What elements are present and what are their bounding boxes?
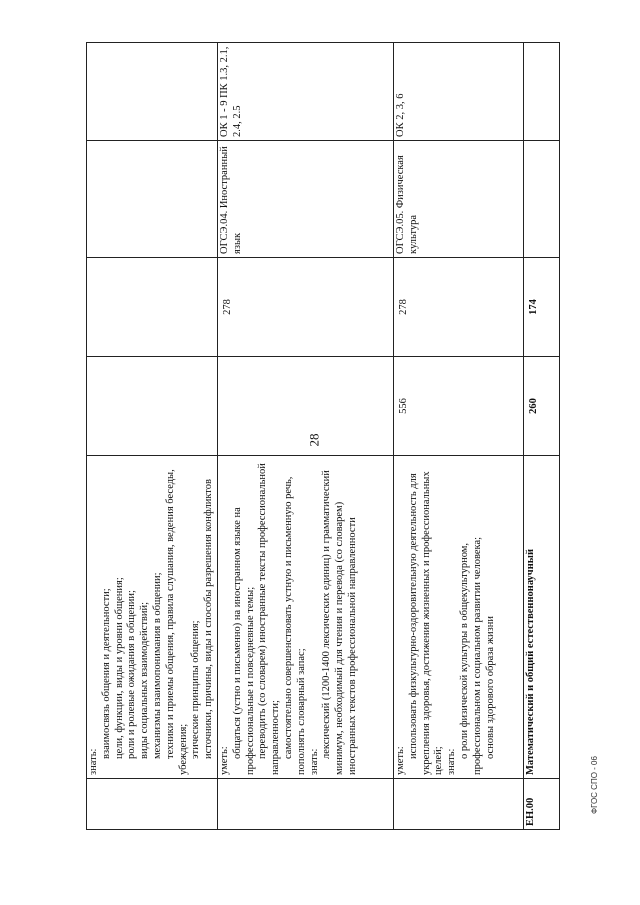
content-line: роли и ролевые ожидания в общении;	[126, 590, 138, 759]
footer-code: ФГОС СПО - 06	[590, 756, 599, 814]
content-line: взаимосвязь общения и деятельности;	[100, 588, 112, 759]
curriculum-table	[86, 42, 560, 830]
table-row	[393, 43, 523, 830]
mandatory-hours-cell: 174	[523, 258, 559, 357]
discipline-cell	[87, 141, 218, 258]
table-row	[87, 43, 218, 830]
index-cell	[87, 779, 218, 830]
mandatory-hours-cell: 278	[217, 258, 393, 357]
mandatory-hours-cell: 278	[393, 258, 523, 357]
content-cell	[523, 456, 559, 779]
content-line: основы здорового образа жизни	[484, 616, 496, 759]
table-row	[217, 43, 393, 830]
max-hours-cell: 260	[523, 357, 559, 456]
competences-cell	[523, 43, 559, 141]
content-line: уметь:	[394, 746, 406, 775]
content-line: этические принципы общения;	[190, 620, 202, 759]
content-line: уметь:	[218, 746, 230, 775]
content-line: механизмы взаимопонимания в общении;	[151, 572, 163, 759]
content-line: самостоятельно совершенствовать устную и письменную речь, пополнять словарный запас;	[282, 476, 307, 775]
max-hours-cell	[217, 357, 393, 456]
content-cell	[87, 456, 218, 779]
content-line: знать:	[88, 748, 99, 775]
content-line: техники и приемы общения, правила слушания, ведения беседы, убеждения;	[164, 469, 189, 775]
content-line: знать:	[446, 748, 458, 775]
index-cell	[217, 779, 393, 830]
competences-cell: ОК 2, 3, 6	[393, 43, 523, 141]
index-cell	[393, 779, 523, 830]
discipline-cell: ОГСЭ.05. Физическая культура	[393, 141, 523, 258]
content-line: лексический (1200-1400 лексических единиц) и грамматический минимум, необходимый для чтения и перевода (со словарем) иностранных текстов профессиональной направленности	[321, 470, 358, 775]
competences-cell	[87, 43, 218, 141]
discipline-cell: ОГСЭ.04. Иностранный язык	[217, 141, 393, 258]
content-line: источники, причины, виды и способы разрешения конфликтов	[203, 479, 215, 759]
content-line: переводить (со словарем) иностранные тексты профессиональной направленности;	[257, 463, 282, 775]
curriculum-table-rotated	[86, 46, 548, 830]
content-line: о роли физической культуры в общекультурном, профессиональном и социальном развитии человека;	[458, 536, 483, 775]
content-line: общаться (устно и письменно) на иностранном языке на профессиональные и повседневные темы;	[231, 507, 256, 775]
content-line: виды социальных взаимодействий;	[139, 601, 151, 759]
content-cell	[217, 456, 393, 779]
content-line: использовать физкультурно-оздоровительную деятельность для укрепления здоровья, достижения жизненных и профессиональных целей;	[407, 471, 445, 775]
content-line: знать:	[308, 748, 320, 775]
content-line: цели, функции, виды и уровни общения;	[113, 577, 125, 759]
max-hours-cell: 556	[393, 357, 523, 456]
content-line: Математический и общий естественнонаучный	[524, 548, 536, 775]
content-cell	[393, 456, 523, 779]
competences-cell: ОК 1 - 9 ПК 1.3, 2.1, 2.4, 2.5	[217, 43, 393, 141]
index-cell: ЕН.00	[523, 779, 559, 830]
mandatory-hours-cell	[87, 258, 218, 357]
table-row	[523, 43, 559, 830]
discipline-cell	[523, 141, 559, 258]
max-hours-cell	[87, 357, 218, 456]
page-number: 28	[306, 433, 322, 447]
